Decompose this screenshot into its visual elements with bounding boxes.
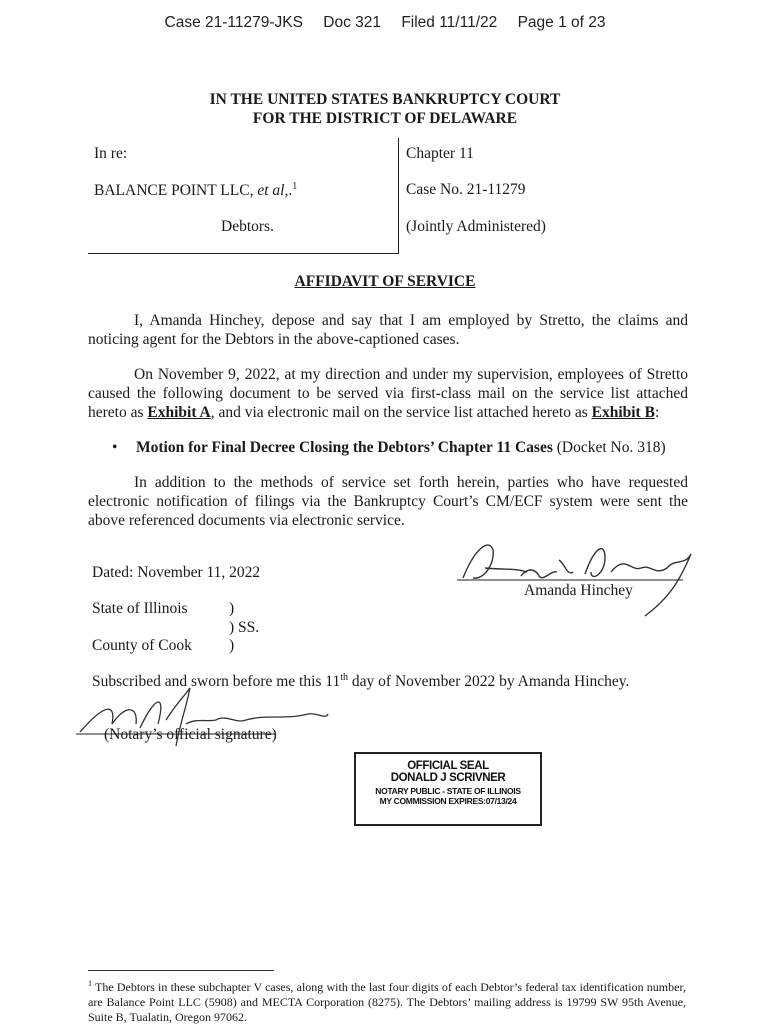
bullet-icon: • bbox=[112, 439, 118, 456]
filed-date: Filed 11/11/22 bbox=[401, 14, 498, 31]
seal-line-2: DONALD J SCRIVNER bbox=[390, 772, 506, 784]
footnote-divider bbox=[88, 970, 274, 971]
document-title: AFFIDAVIT OF SERVICE bbox=[294, 273, 476, 290]
jointly-administered-label: (Jointly Administered) bbox=[406, 218, 546, 235]
seal-line-4: MY COMMISSION EXPIRES:07/13/24 bbox=[379, 796, 517, 806]
venue-county: County of Cook bbox=[92, 637, 192, 654]
footnote-ref: 1 bbox=[292, 181, 298, 192]
venue-paren-1: ) bbox=[229, 600, 235, 617]
footnote-text: The Debtors in these subchapter V cases, along with the last four digits of each Debtor’s federal tax identification number, are Balance Point LLC (5908) and MECTA Corporation (8275). The Debtors’ mailing address is 19799 SW 95th Avenue, Suite B, Tualatin, Oregon 97062. bbox=[88, 980, 686, 1024]
debtor-caption: BALANCE POINT LLC, et al,.$^1$ bbox=[94, 181, 298, 200]
case-no-label: Case No. 21-11279 bbox=[406, 181, 526, 198]
affiant-signature-icon bbox=[455, 528, 705, 620]
et-al: et al, bbox=[257, 182, 289, 200]
page-indicator: Page 1 of 23 bbox=[517, 14, 606, 31]
paragraph-service: On November 9, 2022, at my direction and under my supervision, employees of Stretto caused the following document to be served via first-class mail on the service list attached hereto as Exhibit A, and via electronic mail on the service list attached hereto as Exhibit B: bbox=[88, 366, 688, 421]
notary-signature-label: (Notary’s official signature) bbox=[104, 726, 277, 743]
paragraph-employment: I, Amanda Hinchey, depose and say that I am employed by Stretto, the claims and noticing agent for the Debtors in the above-captioned cases. bbox=[88, 312, 688, 348]
caption-divider-horizontal bbox=[88, 253, 399, 254]
in-re-label: In re: bbox=[94, 145, 128, 162]
dated-line: Dated: November 11, 2022 bbox=[92, 564, 261, 581]
notary-seal bbox=[354, 752, 542, 826]
venue-state: State of Illinois bbox=[92, 600, 188, 617]
served-document-title: Motion for Final Decree Closing the Debtors’ Chapter 11 Cases bbox=[136, 439, 553, 456]
court-line-1: IN THE UNITED STATES BANKRUPTCY COURT bbox=[209, 91, 561, 108]
docket-number: (Docket No. 318) bbox=[552, 439, 666, 456]
sworn-statement: Subscribed and sworn before me this 11th day of November 2022 by Amanda Hinchey. bbox=[92, 672, 630, 691]
venue-paren-3: ) bbox=[229, 637, 235, 654]
served-document-item bbox=[112, 439, 712, 457]
caption-divider-vertical bbox=[398, 138, 399, 254]
affiant-name: Amanda Hinchey bbox=[524, 582, 633, 599]
venue-ss: ) SS. bbox=[229, 619, 260, 636]
court-line-2: FOR THE DISTRICT OF DELAWARE bbox=[252, 110, 518, 127]
doc-number: Doc 321 bbox=[323, 14, 381, 31]
footnote bbox=[88, 976, 686, 1024]
exhibit-a-ref: Exhibit A bbox=[147, 404, 211, 421]
filing-header bbox=[0, 14, 770, 32]
seal-line-1: OFFICIAL SEAL bbox=[407, 760, 489, 772]
case-number: Case 21-11279-JKS bbox=[164, 14, 303, 31]
footnote-mark: 1 bbox=[88, 979, 92, 988]
exhibit-b-ref: Exhibit B bbox=[591, 404, 655, 421]
debtors-label: Debtors. bbox=[221, 218, 274, 235]
debtor-name: BALANCE POINT LLC, bbox=[94, 182, 254, 200]
court-title bbox=[0, 90, 770, 128]
paragraph-ecf: In addition to the methods of service set forth herein, parties who have requested electronic notification of filings via the Bankruptcy Court’s CM/ECF system were sent the above referenced documents via electronic service. bbox=[88, 474, 688, 529]
chapter-label: Chapter 11 bbox=[406, 145, 474, 162]
seal-line-3: NOTARY PUBLIC - STATE OF ILLINOIS bbox=[375, 786, 521, 796]
